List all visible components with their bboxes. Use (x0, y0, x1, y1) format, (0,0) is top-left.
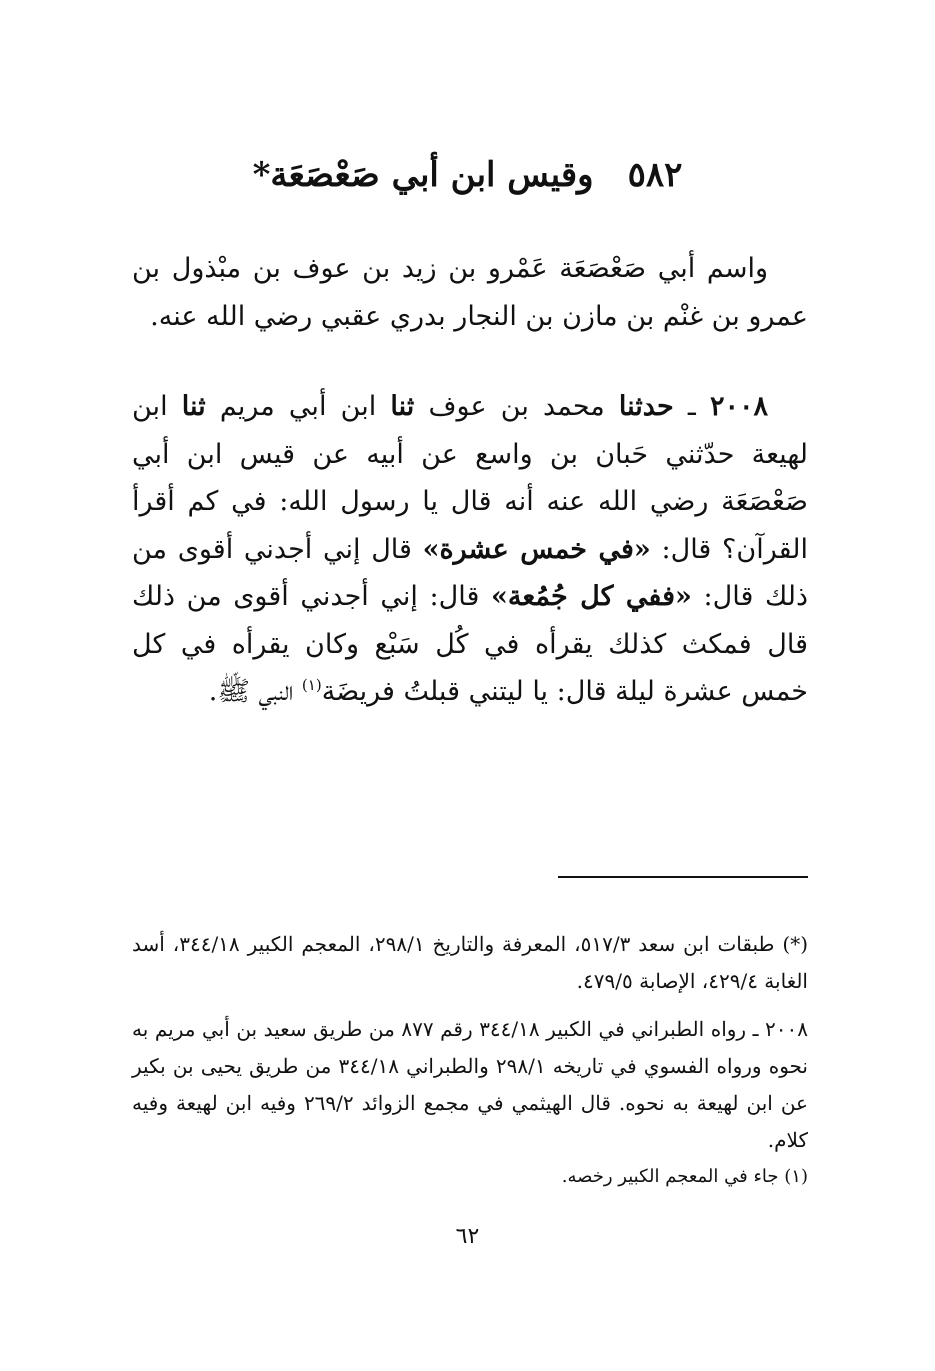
hadith-part-5: قال: إني أجدني أقوى من ذلك قال فمكث كذلك يقرأه في كُل سَبْع وكان يقرأه في كل خمس عشرة ليلة قال: يا ليتني قبلتُ فريضَة (132, 581, 808, 707)
section-heading (0, 150, 935, 200)
intro-text: واسم أبي صَعْصَعَة عَمْرو بن زيد بن عوف بن مبْذول بن عمرو بن غنْم بن مازن بن النجار بدري عقبي رضي الله عنه. (132, 253, 808, 332)
hadith-dash: ـ (673, 391, 711, 422)
intro-paragraph (132, 245, 808, 340)
hadith-paragraph (132, 383, 808, 716)
hadith-part-4: قال إني أجدني أقوى من ذلك قال: (132, 533, 808, 612)
hadith-quote-1: «في خمس عشرة» (422, 533, 651, 565)
footnote-hadith (132, 1011, 808, 1159)
hadith-number: ٢٠٠٨ (710, 391, 769, 422)
footnote-reference: (١) (301, 676, 322, 694)
footnote-one-text: (١) جاء في المعجم الكبير رخصه. (561, 1166, 808, 1187)
footnote-hadith-text: ـ رواه الطبراني في الكبير ٣٤٤/١٨ رقم ٨٧٧ من طريق سعيد بن أبي مريم به نحوه ورواه الفسوي في تاريخه ٢٩٨/١ والطبراني ٣٤٤/١٨ من طريق يحيى بن بكير عن ابن لهيعة به نحوه. قال الهيثمي في مجمع الزوائد ٢٦٩/٢ وفيه ابن لهيعة وفيه كلام. (132, 1017, 809, 1152)
section-number: ٥٨٢ (627, 155, 683, 195)
page-number: ٦٢ (455, 1224, 480, 1249)
hadith-quote-2: «ففي كل جُمُعة» (491, 581, 692, 612)
hadith-opening: حدثنا (618, 391, 674, 422)
hadith-thana-1: ثنا (390, 391, 415, 422)
section-title: وقيس ابن أبي صَعْصَعَة* (252, 155, 594, 195)
footnote-one (132, 1160, 808, 1194)
footnote-sources (132, 926, 808, 1000)
footnote-sources-text: (*) طبقات ابن سعد ٥١٧/٣، المعرفة والتاريخ ٢٩٨/١، المعجم الكبير ٣٤٤/١٨، أسد الغابة ٤٢٩/٤، الإصابة ٤٧٩/٥. (132, 932, 809, 993)
hadith-part-2: ابن أبي مريم (205, 391, 391, 422)
hadith-part-6: النبي ﷺ. (208, 676, 302, 707)
hadith-part-3: ابن لهيعة حدّثني حَبان بن واسع عن أبيه عن قيس ابن أبي صَعْصَعَة رضي الله عنه أنه قال يا رسول الله: في كم أقرأ القرآن؟ قال: (132, 391, 808, 565)
hadith-thana-2: ثنا (181, 391, 206, 422)
footnote-hadith-number: ٢٠٠٨ (765, 1017, 808, 1041)
hadith-part-1: محمد بن عوف (414, 391, 619, 422)
footnote-separator (558, 876, 808, 878)
